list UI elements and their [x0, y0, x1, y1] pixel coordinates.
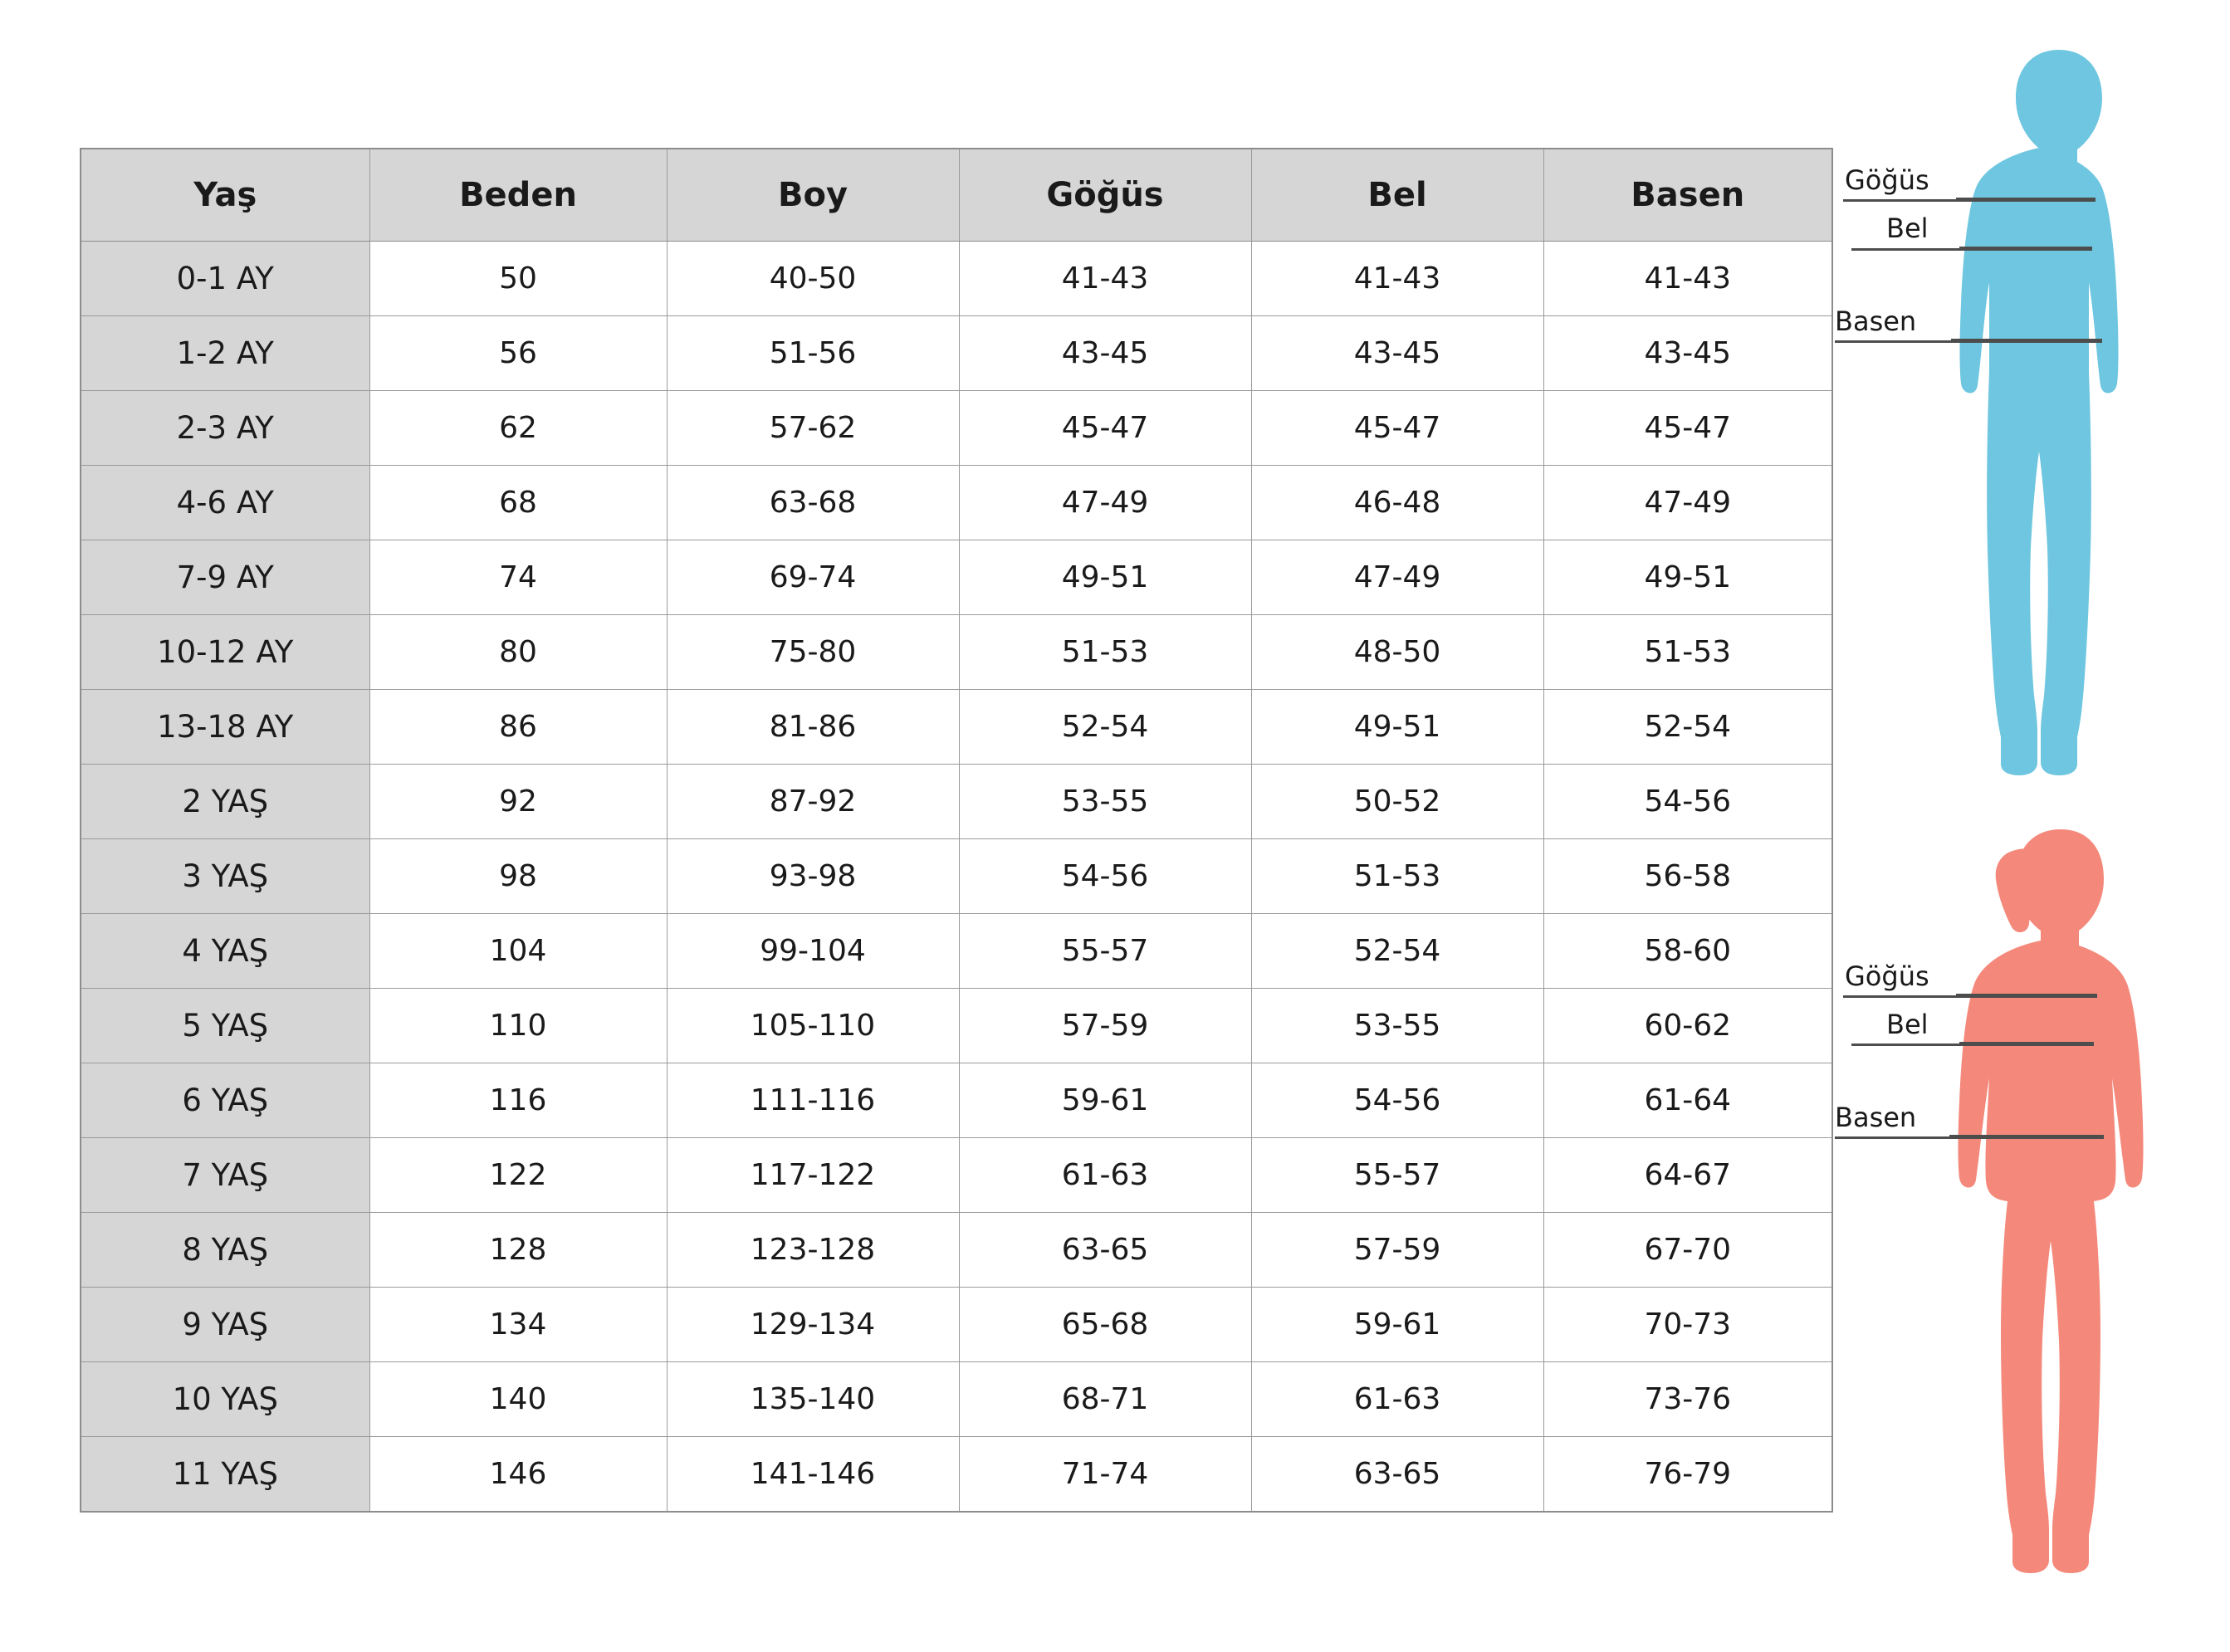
cell-age: 0-1 AY: [81, 242, 369, 316]
cell-gogus: 53-55: [959, 765, 1251, 839]
table-row: [81, 1213, 1832, 1288]
column-header-basen: Basen: [1543, 149, 1832, 242]
cell-bel: 49-51: [1251, 690, 1543, 765]
cell-boy: 129-134: [667, 1288, 959, 1362]
cell-basen: 70-73: [1543, 1288, 1832, 1362]
table-body: [81, 242, 1832, 1513]
cell-age: 9 YAŞ: [81, 1288, 369, 1362]
boy-waist-leader-line: [1851, 248, 1964, 251]
table-row: [81, 1288, 1832, 1362]
cell-age: 2-3 AY: [81, 391, 369, 466]
girl-chest-label: Göğüs: [1845, 960, 1929, 992]
cell-beden: 128: [369, 1213, 667, 1288]
cell-basen: 43-45: [1543, 316, 1832, 391]
cell-age: 7-9 AY: [81, 540, 369, 615]
cell-gogus: 49-51: [959, 540, 1251, 615]
cell-beden: 80: [369, 615, 667, 690]
cell-age: 10-12 AY: [81, 615, 369, 690]
cell-basen: 58-60: [1543, 914, 1832, 989]
cell-basen: 61-64: [1543, 1063, 1832, 1138]
cell-boy: 87-92: [667, 765, 959, 839]
cell-boy: 93-98: [667, 839, 959, 914]
boy-silhouette-icon: [1926, 42, 2192, 822]
cell-bel: 41-43: [1251, 242, 1543, 316]
cell-age: 2 YAŞ: [81, 765, 369, 839]
table-row: [81, 1063, 1832, 1138]
cell-bel: 54-56: [1251, 1063, 1543, 1138]
boy-chest-leader-line: [1843, 199, 1961, 202]
column-header-gogus: Göğüs: [959, 149, 1251, 242]
boy-waist-label: Bel: [1886, 213, 1929, 244]
cell-boy: 141-146: [667, 1437, 959, 1513]
girl-silhouette-icon: [1926, 818, 2192, 1640]
table-row: [81, 540, 1832, 615]
cell-gogus: 68-71: [959, 1362, 1251, 1437]
girl-waist-label: Bel: [1886, 1009, 1929, 1040]
girl-hip-body-line: [1949, 1135, 2104, 1139]
cell-bel: 50-52: [1251, 765, 1543, 839]
figure-panel: [1810, 17, 2225, 1644]
cell-basen: 56-58: [1543, 839, 1832, 914]
cell-age: 6 YAŞ: [81, 1063, 369, 1138]
table-row: [81, 1138, 1832, 1213]
cell-beden: 104: [369, 914, 667, 989]
cell-beden: 56: [369, 316, 667, 391]
cell-basen: 45-47: [1543, 391, 1832, 466]
cell-boy: 135-140: [667, 1362, 959, 1437]
cell-age: 4-6 AY: [81, 466, 369, 540]
cell-age: 3 YAŞ: [81, 839, 369, 914]
boy-hip-leader-line: [1835, 340, 1959, 343]
cell-beden: 98: [369, 839, 667, 914]
girl-waist-leader-line: [1851, 1043, 1964, 1046]
cell-bel: 43-45: [1251, 316, 1543, 391]
cell-basen: 49-51: [1543, 540, 1832, 615]
cell-boy: 111-116: [667, 1063, 959, 1138]
cell-bel: 55-57: [1251, 1138, 1543, 1213]
cell-gogus: 57-59: [959, 989, 1251, 1063]
size-table-container: [80, 148, 1831, 1513]
cell-gogus: 63-65: [959, 1213, 1251, 1288]
cell-beden: 140: [369, 1362, 667, 1437]
boy-figure-block: [1810, 42, 2225, 838]
cell-basen: 41-43: [1543, 242, 1832, 316]
cell-boy: 81-86: [667, 690, 959, 765]
cell-gogus: 71-74: [959, 1437, 1251, 1513]
cell-basen: 51-53: [1543, 615, 1832, 690]
column-header-beden: Beden: [369, 149, 667, 242]
cell-beden: 50: [369, 242, 667, 316]
cell-basen: 64-67: [1543, 1138, 1832, 1213]
cell-beden: 146: [369, 1437, 667, 1513]
girl-waist-body-line: [1959, 1042, 2094, 1046]
girl-chest-body-line: [1956, 994, 2097, 998]
cell-basen: 47-49: [1543, 466, 1832, 540]
cell-bel: 53-55: [1251, 989, 1543, 1063]
table-row: [81, 466, 1832, 540]
cell-basen: 73-76: [1543, 1362, 1832, 1437]
cell-bel: 45-47: [1251, 391, 1543, 466]
cell-beden: 68: [369, 466, 667, 540]
cell-age: 10 YAŞ: [81, 1362, 369, 1437]
column-header-boy: Boy: [667, 149, 959, 242]
cell-boy: 117-122: [667, 1138, 959, 1213]
cell-beden: 110: [369, 989, 667, 1063]
cell-basen: 60-62: [1543, 989, 1832, 1063]
cell-age: 8 YAŞ: [81, 1213, 369, 1288]
cell-basen: 52-54: [1543, 690, 1832, 765]
cell-boy: 63-68: [667, 466, 959, 540]
cell-boy: 40-50: [667, 242, 959, 316]
cell-gogus: 59-61: [959, 1063, 1251, 1138]
cell-basen: 54-56: [1543, 765, 1832, 839]
cell-boy: 57-62: [667, 391, 959, 466]
table-row: [81, 615, 1832, 690]
table-header: [81, 149, 1832, 242]
cell-bel: 61-63: [1251, 1362, 1543, 1437]
cell-beden: 92: [369, 765, 667, 839]
cell-gogus: 54-56: [959, 839, 1251, 914]
cell-boy: 75-80: [667, 615, 959, 690]
cell-gogus: 43-45: [959, 316, 1251, 391]
cell-beden: 134: [369, 1288, 667, 1362]
cell-basen: 67-70: [1543, 1213, 1832, 1288]
cell-bel: 46-48: [1251, 466, 1543, 540]
cell-gogus: 52-54: [959, 690, 1251, 765]
cell-beden: 62: [369, 391, 667, 466]
cell-gogus: 45-47: [959, 391, 1251, 466]
cell-bel: 51-53: [1251, 839, 1543, 914]
boy-chest-body-line: [1956, 198, 2096, 202]
boy-hip-body-line: [1951, 339, 2102, 343]
table-header-row: [81, 149, 1832, 242]
cell-age: 11 YAŞ: [81, 1437, 369, 1513]
boy-chest-label: Göğüs: [1845, 164, 1929, 196]
girl-figure-block: [1810, 818, 2225, 1644]
cell-age: 13-18 AY: [81, 690, 369, 765]
cell-gogus: 55-57: [959, 914, 1251, 989]
cell-gogus: 65-68: [959, 1288, 1251, 1362]
cell-bel: 52-54: [1251, 914, 1543, 989]
cell-beden: 86: [369, 690, 667, 765]
cell-bel: 59-61: [1251, 1288, 1543, 1362]
cell-age: 5 YAŞ: [81, 989, 369, 1063]
boy-waist-body-line: [1959, 247, 2092, 251]
table-row: [81, 1362, 1832, 1437]
cell-gogus: 41-43: [959, 242, 1251, 316]
cell-gogus: 51-53: [959, 615, 1251, 690]
cell-age: 7 YAŞ: [81, 1138, 369, 1213]
girl-hip-leader-line: [1835, 1136, 1959, 1139]
girl-chest-leader-line: [1843, 995, 1961, 998]
table-row: [81, 765, 1832, 839]
cell-boy: 105-110: [667, 989, 959, 1063]
size-table: [80, 148, 1833, 1513]
table-row: [81, 989, 1832, 1063]
cell-beden: 122: [369, 1138, 667, 1213]
table-row: [81, 1437, 1832, 1513]
cell-bel: 57-59: [1251, 1213, 1543, 1288]
column-header-bel: Bel: [1251, 149, 1543, 242]
table-row: [81, 914, 1832, 989]
cell-beden: 116: [369, 1063, 667, 1138]
cell-boy: 123-128: [667, 1213, 959, 1288]
boy-hip-label: Basen: [1835, 305, 1917, 337]
cell-gogus: 47-49: [959, 466, 1251, 540]
table-row: [81, 242, 1832, 316]
cell-gogus: 61-63: [959, 1138, 1251, 1213]
table-row: [81, 391, 1832, 466]
cell-bel: 47-49: [1251, 540, 1543, 615]
girl-hip-label: Basen: [1835, 1102, 1917, 1133]
cell-basen: 76-79: [1543, 1437, 1832, 1513]
cell-bel: 48-50: [1251, 615, 1543, 690]
cell-boy: 69-74: [667, 540, 959, 615]
cell-age: 1-2 AY: [81, 316, 369, 391]
table-row: [81, 690, 1832, 765]
cell-age: 4 YAŞ: [81, 914, 369, 989]
cell-boy: 51-56: [667, 316, 959, 391]
table-row: [81, 839, 1832, 914]
cell-bel: 63-65: [1251, 1437, 1543, 1513]
cell-boy: 99-104: [667, 914, 959, 989]
cell-beden: 74: [369, 540, 667, 615]
column-header-yas: Yaş: [81, 149, 369, 242]
table-row: [81, 316, 1832, 391]
